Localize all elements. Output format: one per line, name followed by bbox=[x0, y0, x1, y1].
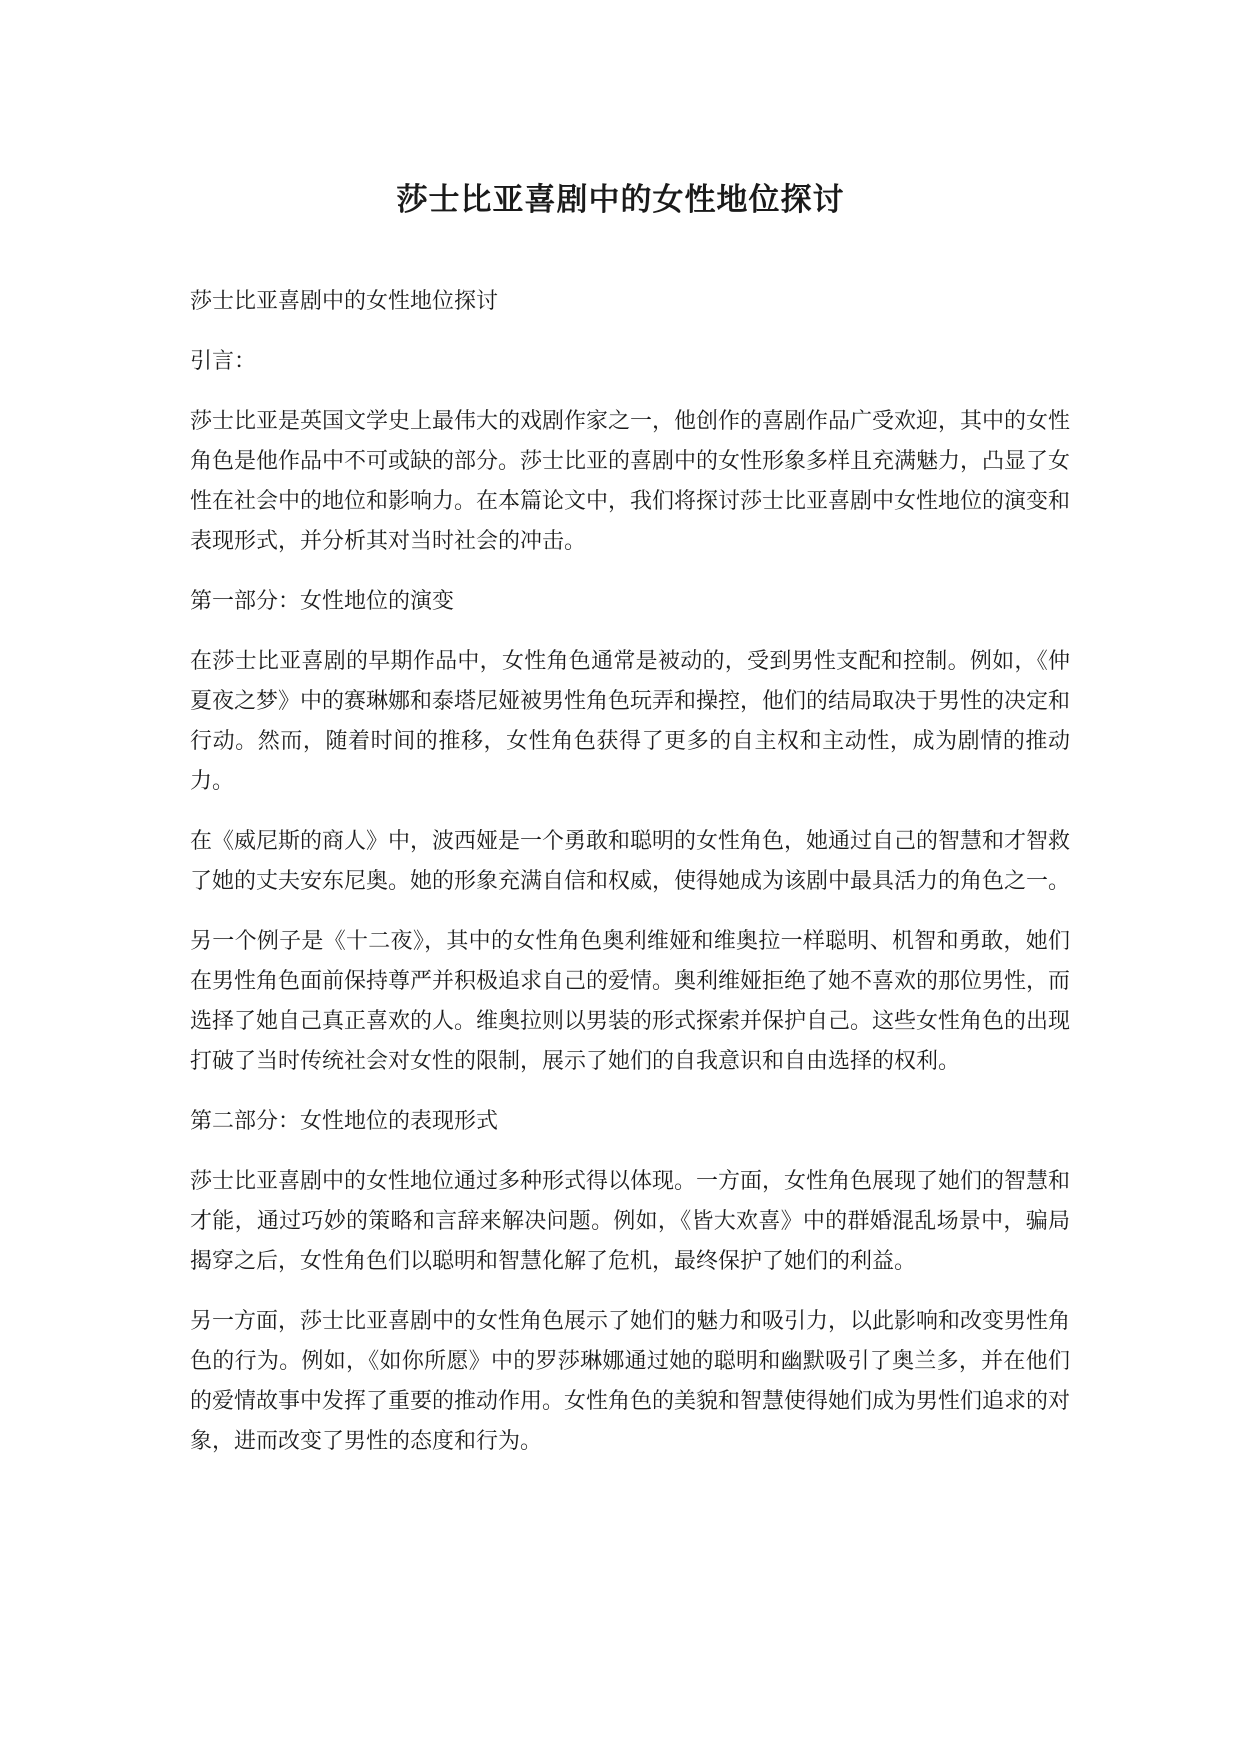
section2-paragraph: 莎士比亚喜剧中的女性地位通过多种形式得以体现。一方面，女性角色展现了她们的智慧和才能，通过巧妙的策略和言辞来解决问题。例如，《皆大欢喜》中的群婚混乱场景中，骗局揭穿之后，女性角色们以聪明和智慧化解了危机，最终保护了她们的利益。 bbox=[190, 1169, 1071, 1274]
intro-paragraph: 莎士比亚是英国文学史上最伟大的戏剧作家之一，他创作的喜剧作品广受欢迎，其中的女性角色是他作品中不可或缺的部分。莎士比亚的喜剧中的女性形象多样且充满魅力，凸显了女性在社会中的地位和影响力。在本篇论文中，我们将探讨莎士比亚喜剧中女性地位的演变和表现形式，并分析其对当时社会的冲击。 bbox=[190, 409, 1071, 554]
document-title: 莎士比亚喜剧中的女性地位探讨 bbox=[396, 182, 845, 218]
document-body bbox=[190, 282, 1070, 1482]
section1-heading: 第一部分：女性地位的演变 bbox=[190, 589, 455, 614]
section1-paragraph: 在《威尼斯的商人》中，波西娅是一个勇敢和聪明的女性角色，她通过自己的智慧和才智救了她的丈夫安东尼奥。她的形象充满自信和权威，使得她成为该剧中最具活力的角色之一。 bbox=[190, 829, 1071, 894]
section2-heading: 第二部分：女性地位的表现形式 bbox=[190, 1109, 499, 1134]
intro-label: 引言： bbox=[190, 349, 257, 374]
section1-paragraph: 在莎士比亚喜剧的早期作品中，女性角色通常是被动的，受到男性支配和控制。例如，《仲夏夜之梦》中的赛琳娜和泰塔尼娅被男性角色玩弄和操控，他们的结局取决于男性的决定和行动。然而，随着时间的推移，女性角色获得了更多的自主权和主动性，成为剧情的推动力。 bbox=[190, 649, 1071, 794]
section2-paragraph: 另一方面，莎士比亚喜剧中的女性角色展示了她们的魅力和吸引力，以此影响和改变男性角色的行为。例如，《如你所愿》中的罗莎琳娜通过她的聪明和幽默吸引了奥兰多，并在他们的爱情故事中发挥了重要的推动作用。女性角色的美貌和智慧使得她们成为男性们追求的对象，进而改变了男性的态度和行为。 bbox=[190, 1309, 1071, 1454]
section1-paragraph: 另一个例子是《十二夜》，其中的女性角色奥利维娅和维奥拉一样聪明、机智和勇敢，她们在男性角色面前保持尊严并积极追求自己的爱情。奥利维娅拒绝了她不喜欢的那位男性，而选择了她自己真正喜欢的人。维奥拉则以男装的形式探索并保护自己。这些女性角色的出现打破了当时传统社会对女性的限制，展示了她们的自我意识和自由选择的权利。 bbox=[190, 929, 1071, 1074]
document-subtitle: 莎士比亚喜剧中的女性地位探讨 bbox=[190, 289, 499, 314]
